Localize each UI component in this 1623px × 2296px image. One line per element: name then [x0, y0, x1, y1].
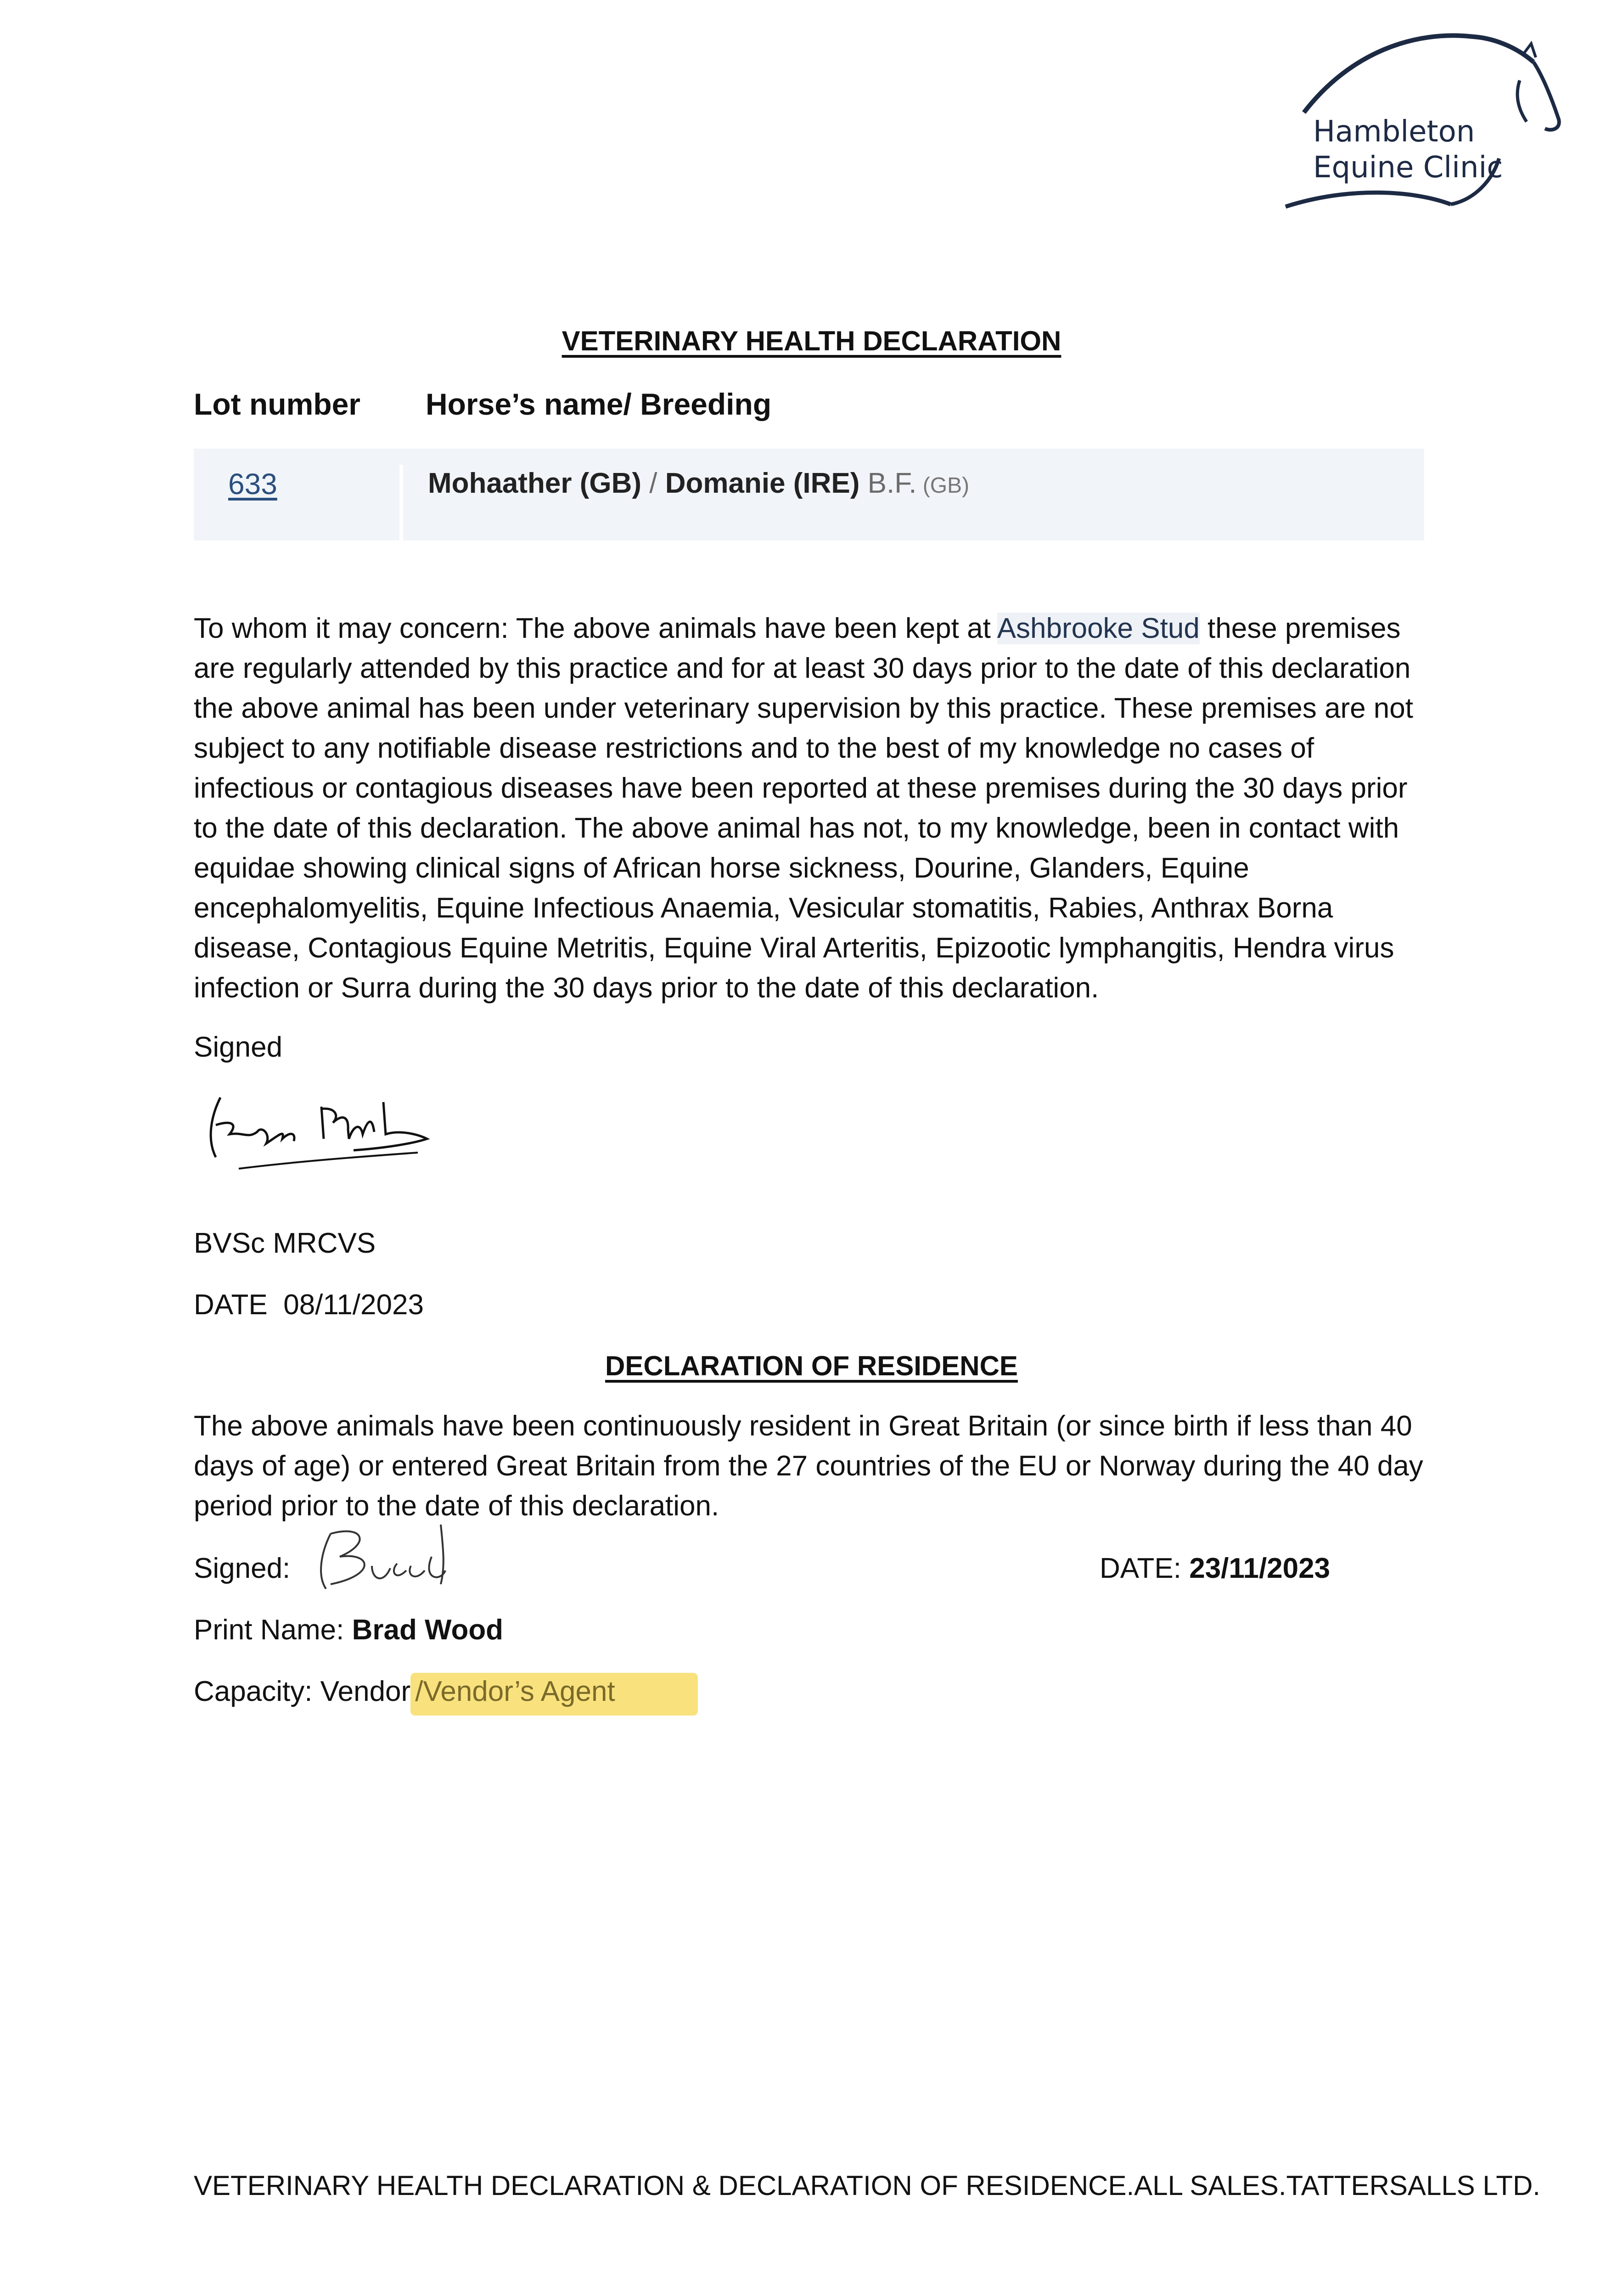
- breeding-suffix: B.F.: [859, 467, 917, 499]
- breeding-country: (GB): [916, 473, 970, 498]
- logo-line2: Equine Clinic: [1313, 151, 1503, 185]
- lot-number-link[interactable]: 633: [228, 467, 277, 501]
- residence-signed-label: Signed:: [194, 1553, 291, 1584]
- breeding-separator: /: [641, 467, 665, 499]
- lot-number-header: Lot number: [194, 387, 360, 421]
- health-declaration-text: [194, 608, 1433, 1008]
- horse-name-header: Horse’s name/ Breeding: [426, 387, 772, 421]
- dam-name: Domanie (IRE): [665, 467, 860, 499]
- signed-label: Signed: [194, 1031, 283, 1063]
- page-footer: VETERINARY HEALTH DECLARATION & DECLARATION OF RESIDENCE.ALL SALES.TATTERSALLS LTD.: [194, 2170, 1540, 2201]
- health-date-label: DATE: [194, 1289, 268, 1321]
- residence-date-value: 23/11/2023: [1189, 1553, 1331, 1584]
- residence-declaration-text: The above animals have been continuously resident in Great Britain (or since birth if less than 40 days of age) or entered Great Britain from the 27 countries of the EU or Norway during the 40 day period prior to the date of this declaration.: [194, 1410, 1423, 1522]
- sire-name: Mohaather (GB): [428, 467, 641, 499]
- residence-date: [1100, 1552, 1330, 1585]
- health-date: [194, 1289, 424, 1321]
- capacity: [194, 1675, 698, 1708]
- health-date-value: 08/11/2023: [283, 1289, 424, 1321]
- residence-declaration-title: DECLARATION OF RESIDENCE: [605, 1351, 1018, 1381]
- print-name-value: Brad Wood: [352, 1614, 504, 1646]
- residence-date-label: DATE:: [1100, 1553, 1181, 1584]
- print-name: [194, 1614, 503, 1646]
- logo-line1: Hambleton: [1313, 115, 1475, 149]
- print-name-label: Print Name:: [194, 1614, 344, 1646]
- horse-breeding: [428, 467, 969, 500]
- vet-signature: [202, 1088, 441, 1180]
- capacity-label: Capacity: Vendor: [194, 1676, 411, 1707]
- para-intro: To whom it may concern: The above animals have been kept at: [194, 613, 997, 644]
- capacity-highlight: /Vendor’s Agent: [410, 1673, 698, 1716]
- table-divider: [399, 465, 403, 540]
- para-body: these premises are regularly attended by this practice and for at least 30 days prior to the date of this declaration the above animal has been under veterinary supervision by this practice. These premises are not subject to any notifiable disease restrictions and to the best of my knowledge no cases of infectious or contagious diseases have been reported at these premises during the 30 days prior to the date of this declaration. The above animal has not, to my knowledge, been in contact with equidae showing clinical signs of African horse sickness, Dourine, Glanders, Equine encephalomyelitis, Equine Infectious Anaemia, Vesicular stomatitis, Rabies, Anthrax Borna disease, Contagious Equine Metritis, Equine Viral Arteritis, Epizootic lymphangitis, Hendra virus infection or Surra during the 30 days prior to the date of this declaration.: [194, 613, 1413, 1004]
- health-declaration-title: VETERINARY HEALTH DECLARATION: [562, 326, 1061, 356]
- vendor-signature: [303, 1515, 487, 1598]
- premises-name: Ashbrooke Stud: [997, 613, 1200, 644]
- vet-qualification: BVSc MRCVS: [194, 1227, 376, 1259]
- clinic-logo: [1276, 25, 1570, 227]
